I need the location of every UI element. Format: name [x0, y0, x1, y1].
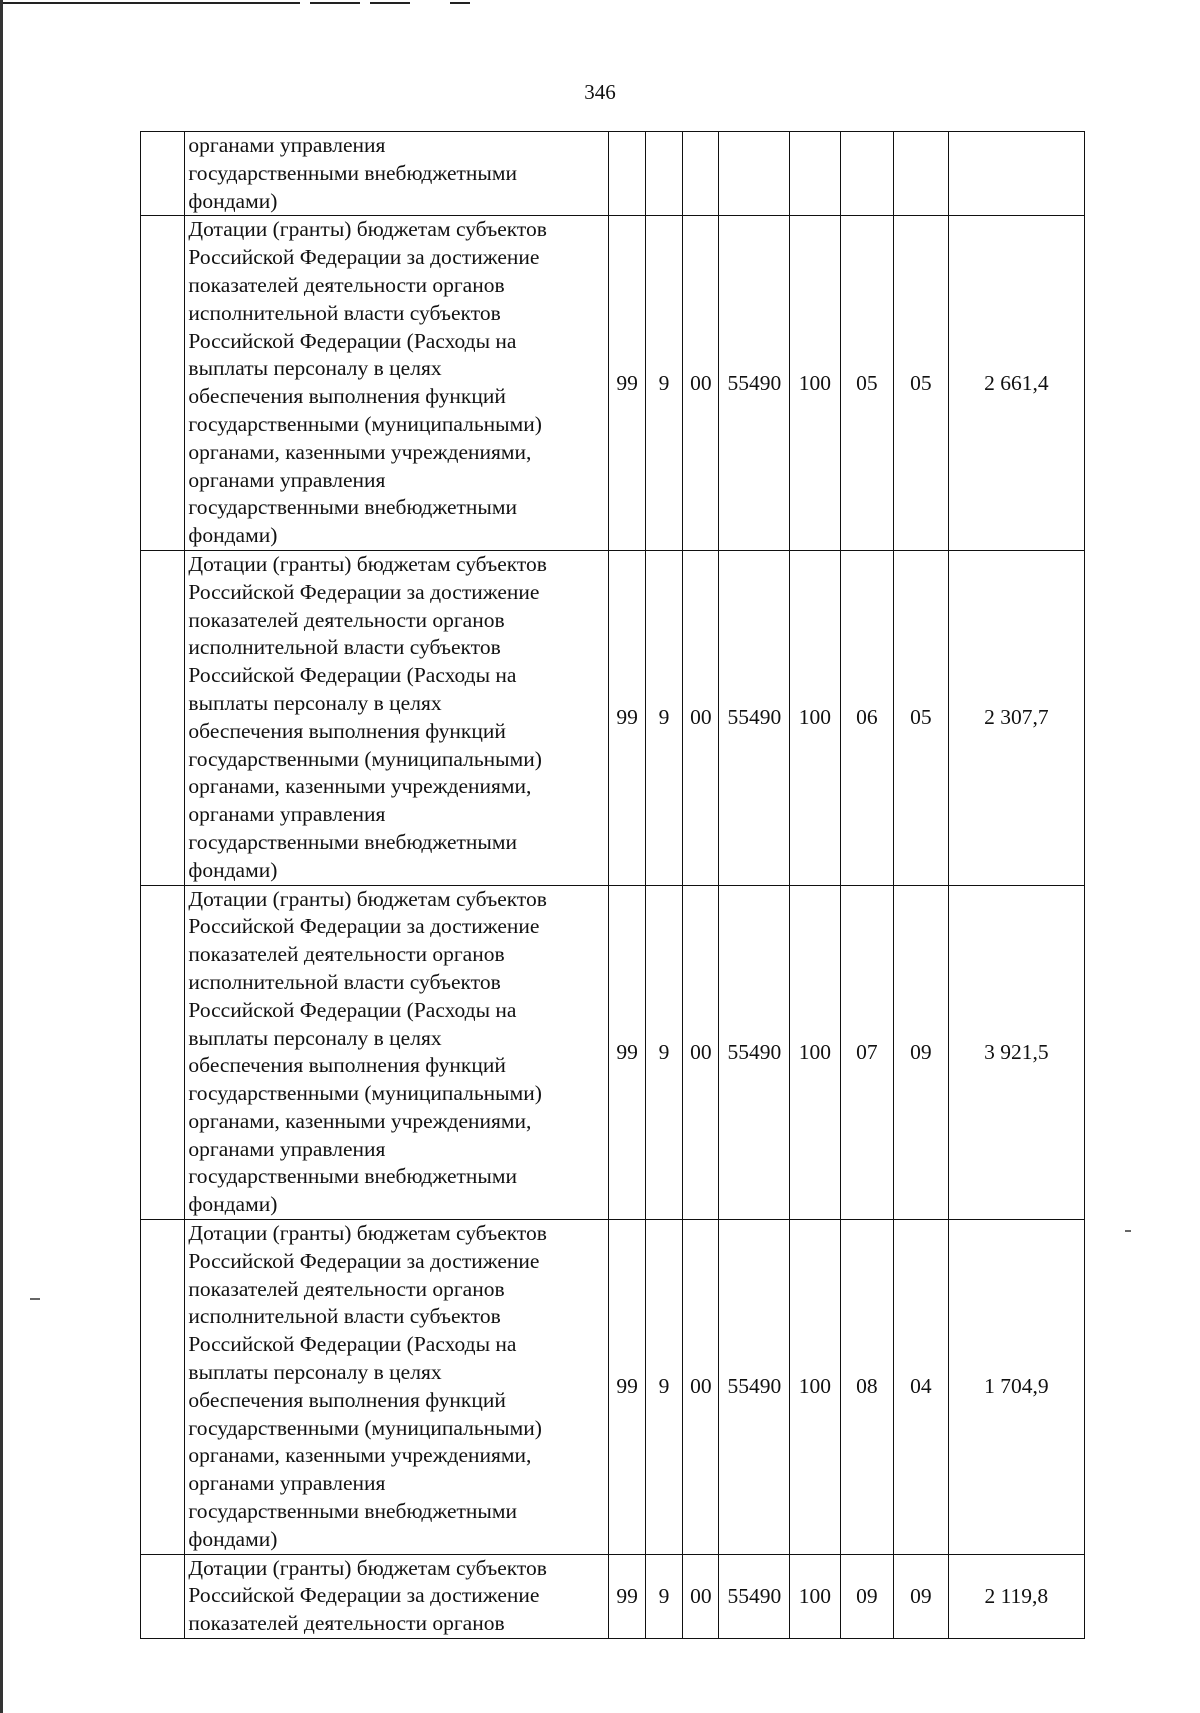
direction-code: 00 [683, 1220, 719, 1555]
subprogram-code: 9 [645, 216, 682, 551]
row-amount: 2 307,7 [948, 550, 1084, 885]
expense-type-code: 100 [790, 550, 840, 885]
row-description: Дотации (гранты) бюджетам субъектов Российской Федерации за достижение показателей деятельности органов исполнительной власти субъектов Российской Федерации (Расходы на выплаты персоналу в целях обеспечения выполнения функций государственными (муниципальными) органами, казенными учреждениями, органами управления государственными внебюджетными фондами) [188, 551, 547, 882]
row-amount: 2 119,8 [948, 1554, 1084, 1638]
row-description-cell [185, 216, 609, 551]
section-code [840, 132, 894, 216]
page-number: 346 [584, 80, 616, 104]
subprogram-code: 9 [645, 885, 682, 1220]
row-amount [948, 132, 1084, 216]
program-code: 99 [609, 1220, 645, 1555]
row-description-cell [185, 132, 609, 216]
section-code: 05 [840, 216, 894, 551]
budget-table [140, 131, 1085, 1639]
direction-code: 00 [683, 550, 719, 885]
direction-code [683, 132, 719, 216]
row-amount: 3 921,5 [948, 885, 1084, 1220]
direction-code: 00 [683, 216, 719, 551]
table-row [141, 550, 1085, 885]
subsection-code: 04 [894, 1220, 949, 1555]
table-row [141, 216, 1085, 551]
row-description: Дотации (гранты) бюджетам субъектов Российской Федерации за достижение показателей деятельности органов исполнительной власти субъектов Российской Федерации (Расходы на выплаты персоналу в целях обеспечения выполнения функций государственными (муниципальными) органами, казенными учреждениями, органами управления государственными внебюджетными фондами) [188, 886, 547, 1217]
row-description: Дотации (гранты) бюджетам субъектов Российской Федерации за достижение показателей деятельности органов [188, 1555, 547, 1636]
expense-type-code: 100 [790, 885, 840, 1220]
program-code: 99 [609, 550, 645, 885]
section-code: 08 [840, 1220, 894, 1555]
direction-code: 00 [683, 1554, 719, 1638]
subprogram-code [645, 132, 682, 216]
row-blank-cell [141, 216, 185, 551]
row-description-cell [185, 1554, 609, 1638]
target-code: 55490 [719, 216, 790, 551]
program-code [609, 132, 645, 216]
program-code: 99 [609, 885, 645, 1220]
target-code [719, 132, 790, 216]
section-code: 06 [840, 550, 894, 885]
row-blank-cell [141, 132, 185, 216]
direction-code: 00 [683, 885, 719, 1220]
table-row [141, 132, 1085, 216]
target-code: 55490 [719, 1554, 790, 1638]
row-blank-cell [141, 1220, 185, 1555]
row-description-cell [185, 1220, 609, 1555]
row-description: органами управления государственными внебюджетными фондами) [188, 133, 517, 213]
expense-type-code: 100 [790, 1554, 840, 1638]
subprogram-code: 9 [645, 550, 682, 885]
target-code: 55490 [719, 550, 790, 885]
subsection-code [894, 132, 949, 216]
row-description-cell [185, 885, 609, 1220]
subprogram-code: 9 [645, 1220, 682, 1555]
scan-edge-left [0, 0, 3, 1713]
expense-type-code [790, 132, 840, 216]
target-code: 55490 [719, 1220, 790, 1555]
section-code: 07 [840, 885, 894, 1220]
table-row [141, 885, 1085, 1220]
program-code: 99 [609, 1554, 645, 1638]
subsection-code: 05 [894, 216, 949, 551]
row-amount: 2 661,4 [948, 216, 1084, 551]
row-description: Дотации (гранты) бюджетам субъектов Российской Федерации за достижение показателей деятельности органов исполнительной власти субъектов Российской Федерации (Расходы на выплаты персоналу в целях обеспечения выполнения функций государственными (муниципальными) органами, казенными учреждениями, органами управления государственными внебюджетными фондами) [188, 1221, 547, 1551]
scan-edge-top [0, 0, 560, 6]
subprogram-code: 9 [645, 1554, 682, 1638]
program-code: 99 [609, 216, 645, 551]
subsection-code: 09 [894, 1554, 949, 1638]
scan-speck [1125, 1230, 1131, 1232]
row-description-cell [185, 550, 609, 885]
section-code: 09 [840, 1554, 894, 1638]
table-row [141, 1554, 1085, 1638]
row-blank-cell [141, 885, 185, 1220]
expense-type-code: 100 [790, 1220, 840, 1555]
scan-speck [30, 1298, 40, 1300]
row-description: Дотации (гранты) бюджетам субъектов Российской Федерации за достижение показателей деятельности органов исполнительной власти субъектов Российской Федерации (Расходы на выплаты персоналу в целях обеспечения выполнения функций государственными (муниципальными) органами, казенными учреждениями, органами управления государственными внебюджетными фондами) [188, 217, 547, 548]
expense-type-code: 100 [790, 216, 840, 551]
row-blank-cell [141, 550, 185, 885]
table-row [141, 1220, 1085, 1555]
subsection-code: 09 [894, 885, 949, 1220]
target-code: 55490 [719, 885, 790, 1220]
row-blank-cell [141, 1554, 185, 1638]
subsection-code: 05 [894, 550, 949, 885]
row-amount: 1 704,9 [948, 1220, 1084, 1555]
